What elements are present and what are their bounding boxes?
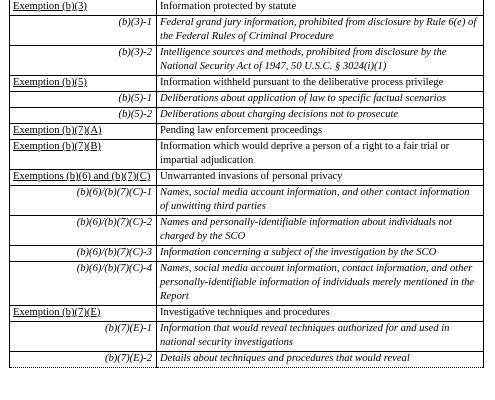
exemption-code: (b)(7)(E)-2 — [10, 352, 157, 368]
exemptions-table — [9, 0, 484, 368]
exemption-description: Details about techniques and procedures that would reveal — [157, 352, 484, 368]
exemption-code: Exemption (b)(7)(B) — [10, 140, 157, 170]
table-row — [10, 108, 484, 124]
exemption-description: Information which would deprive a person of a right to a fair trial or impartial adjudication — [157, 140, 484, 170]
table-row — [10, 246, 484, 262]
exemption-description: Federal grand jury information, prohibited from disclosure by Rule 6(e) of the Federal Rules of Criminal Procedure — [157, 16, 484, 46]
exemption-description: Names, social media account information, contact information, and other personally-identifiable information of individuals merely mentioned in the Report — [157, 262, 484, 306]
table-row — [10, 216, 484, 246]
exemption-code: (b)(7)(E)-1 — [10, 322, 157, 352]
exemption-description: Information concerning a subject of the investigation by the SCO — [157, 246, 484, 262]
table-row — [10, 306, 484, 322]
table-row — [10, 140, 484, 170]
exemption-code: Exemptions (b)(6) and (b)(7)(C) — [10, 170, 157, 186]
exemption-description: Names, social media account information, and other contact information of unwitting third parties — [157, 186, 484, 216]
exemption-description: Deliberations about charging decisions not to prosecute — [157, 108, 484, 124]
exemption-description: Names and personally-identifiable information about individuals not charged by the SCO — [157, 216, 484, 246]
table-row — [10, 186, 484, 216]
table-row — [10, 262, 484, 306]
table-row — [10, 16, 484, 46]
exemption-code: Exemption (b)(7)(A) — [10, 124, 157, 140]
exemption-code: (b)(5)-2 — [10, 108, 157, 124]
table-row — [10, 46, 484, 76]
exemption-code: (b)(6)/(b)(7)(C)-4 — [10, 262, 157, 306]
exemption-code: (b)(3)-2 — [10, 46, 157, 76]
table-row — [10, 92, 484, 108]
exemption-code: Exemption (b)(3) — [10, 0, 157, 16]
exemption-code: (b)(6)/(b)(7)(C)-3 — [10, 246, 157, 262]
table-row — [10, 76, 484, 92]
exemption-description: Information withheld pursuant to the deliberative process privilege — [157, 76, 484, 92]
exemption-description: Deliberations about application of law to specific factual scenarios — [157, 92, 484, 108]
exemption-code: (b)(6)/(b)(7)(C)-2 — [10, 216, 157, 246]
exemption-code: Exemption (b)(7)(E) — [10, 306, 157, 322]
exemption-code: (b)(3)-1 — [10, 16, 157, 46]
table-row — [10, 124, 484, 140]
table-row — [10, 170, 484, 186]
exemption-code: (b)(6)/(b)(7)(C)-1 — [10, 186, 157, 216]
table-row — [10, 0, 484, 16]
exemption-description: Information that would reveal techniques authorized for and used in national security investigations — [157, 322, 484, 352]
exemption-description: Intelligence sources and methods, prohibited from disclosure by the National Security Act of 1947, 50 U.S.C. § 3024(i)(1) — [157, 46, 484, 76]
exemption-description: Pending law enforcement proceedings — [157, 124, 484, 140]
exemption-description: Unwarranted invasions of personal privacy — [157, 170, 484, 186]
table-row — [10, 352, 484, 368]
exemption-description: Investigative techniques and procedures — [157, 306, 484, 322]
exemption-description: Information protected by statute — [157, 0, 484, 16]
exemption-code: Exemption (b)(5) — [10, 76, 157, 92]
exemption-code: (b)(5)-1 — [10, 92, 157, 108]
table-row — [10, 322, 484, 352]
